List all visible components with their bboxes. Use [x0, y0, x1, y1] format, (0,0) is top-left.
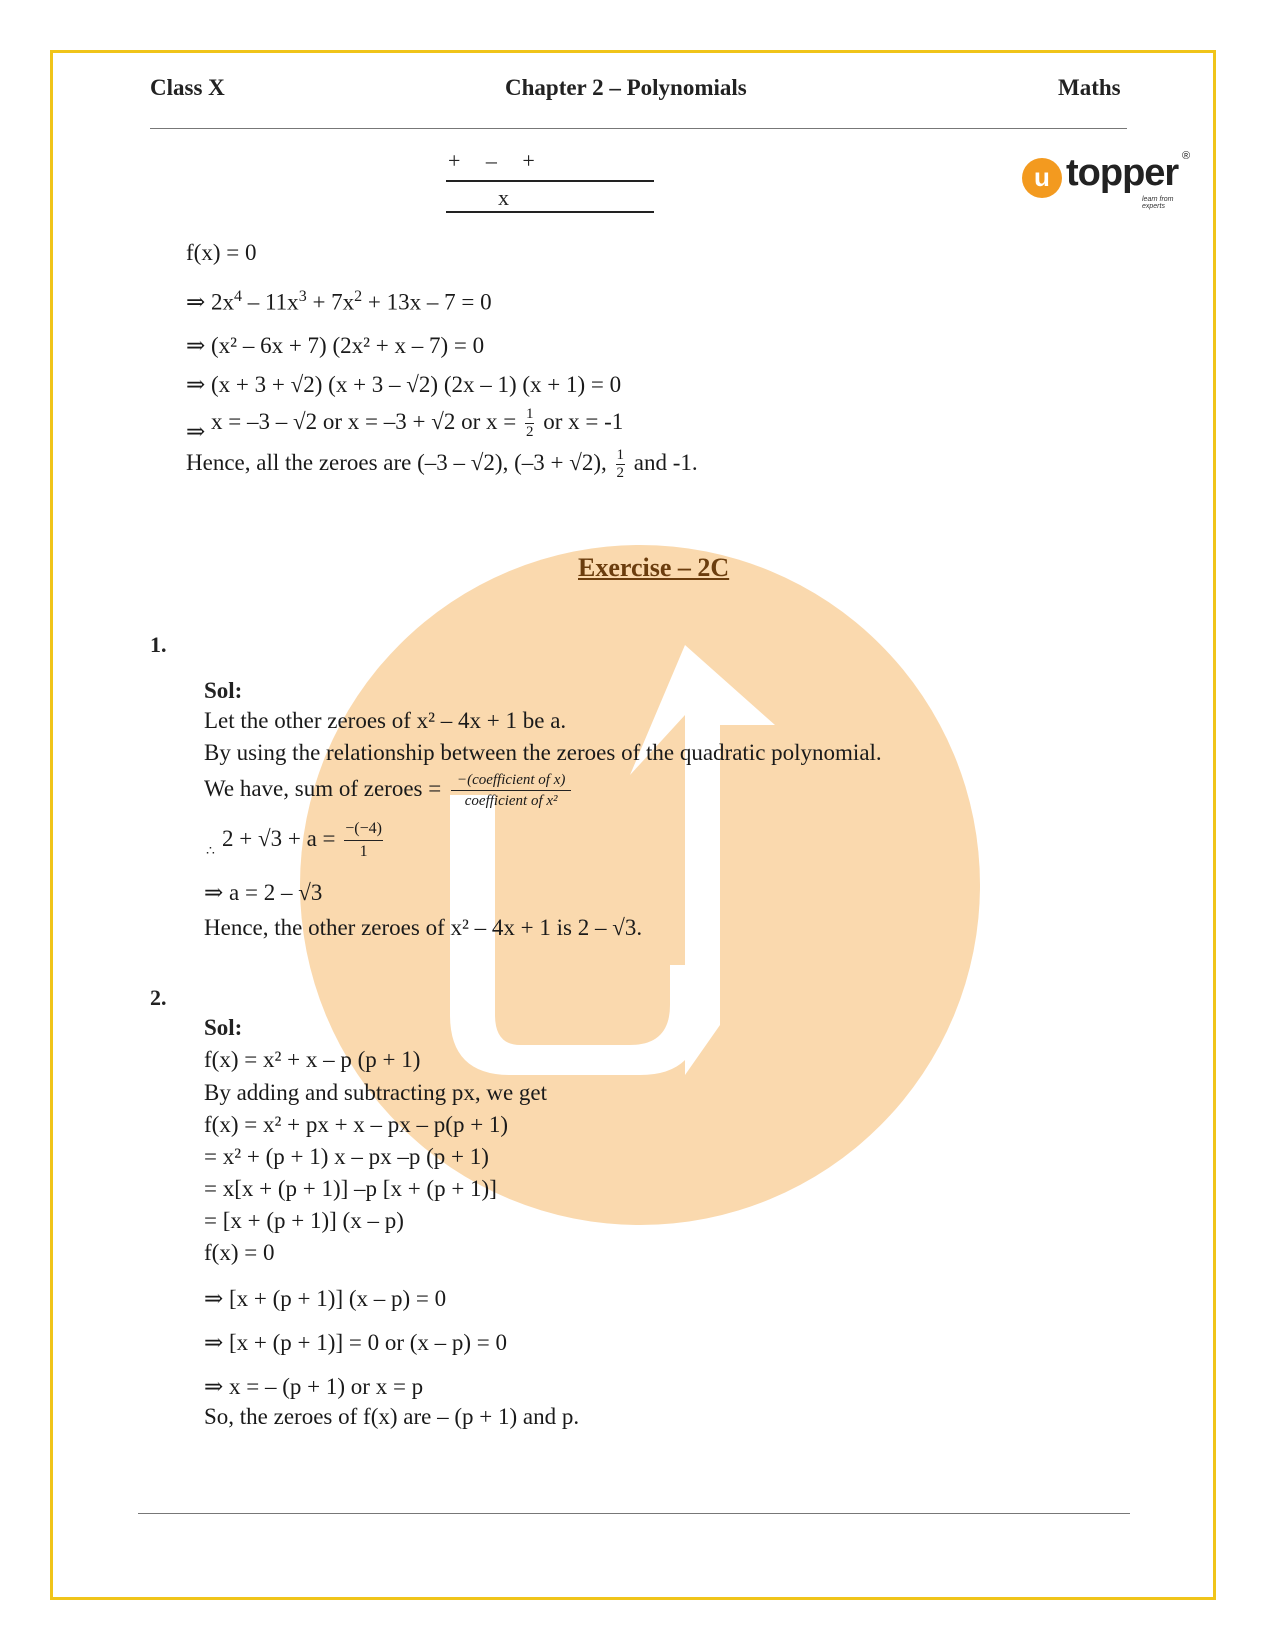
solution-label: Sol:	[204, 1015, 243, 1040]
q1-line-5: ⇒ a = 2 – √3	[204, 880, 323, 905]
header-subject: Maths	[1058, 75, 1121, 100]
q2-line-11: So, the zeroes of f(x) are – (p + 1) and p.	[204, 1404, 580, 1429]
q2-line-7: f(x) = 0	[204, 1240, 275, 1265]
division-rule	[446, 211, 654, 213]
q2-line-10: ⇒ x = – (p + 1) or x = p	[204, 1374, 424, 1399]
q2-line-4: = x² + (p + 1) x – px –p (p + 1)	[204, 1144, 489, 1169]
q1-line-2: By using the relationship between the zeroes of the quadratic polynomial.	[204, 740, 882, 765]
logo-tagline: learn from experts	[1142, 196, 1174, 210]
prev-line-5: ⇒ x = –3 – √2 or x = –3 + √2 or x = $\frac{1}{2}$ or x = -1	[186, 406, 624, 444]
division-rule	[446, 180, 654, 182]
q1-line-3: We have, sum of zeroes = $\frac{\text{−(coefficient of x)}}{\text{coefficient of x²}}$	[204, 770, 571, 811]
division-signs: + – +	[448, 148, 535, 173]
therefore-symbol: ∴	[206, 844, 215, 859]
q2-line-2: By adding and subtracting px, we get	[204, 1080, 548, 1105]
header-chapter: Chapter 2 – Polynomials	[505, 75, 747, 100]
q1-line-6: Hence, the other zeroes of x² – 4x + 1 is 2 – √3.	[204, 915, 643, 940]
q1-line-4: 2 + √3 + a = $\frac{-(-4)}{1}$	[222, 820, 382, 860]
prev-line-3: ⇒ (x² – 6x + 7) (2x² + x – 7) = 0	[186, 333, 485, 358]
header-class: Class X	[150, 75, 225, 100]
question-number: 2.	[150, 985, 167, 1010]
q2-line-3: f(x) = x² + px + x – px – p(p + 1)	[204, 1112, 509, 1137]
exercise-title: Exercise – 2C	[578, 553, 730, 582]
question-number: 1.	[150, 632, 167, 657]
prev-line-2: ⇒ $2x^4 - 11x^3 + 7x^2 + 13x - 7 = 0$	[186, 288, 492, 315]
solution-label: Sol:	[204, 678, 243, 703]
logo-mark-icon: u	[1022, 158, 1062, 198]
brand-logo	[1022, 152, 1192, 208]
q2-line-5: = x[x + (p + 1)] –p [x + (p + 1)]	[204, 1176, 497, 1201]
q2-line-9: ⇒ [x + (p + 1)] = 0 or (x – p) = 0	[204, 1330, 508, 1355]
q2-line-8: ⇒ [x + (p + 1)] (x – p) = 0	[204, 1286, 447, 1311]
prev-hence: Hence, all the zeroes are (–3 – √2), (–3 + √2), $\frac{1}{2}$ and -1.	[186, 447, 698, 481]
prev-line-4: ⇒ (x + 3 + √2) (x + 3 – √2) (2x – 1) (x + 1) = 0	[186, 372, 622, 397]
logo-registered: ®	[1182, 150, 1191, 162]
division-remainder: x	[498, 185, 509, 210]
q2-line-6: = [x + (p + 1)] (x – p)	[204, 1208, 404, 1233]
logo-name: topper	[1066, 152, 1179, 194]
prev-line-1: f(x) = 0	[186, 240, 257, 265]
q2-line-1: f(x) = x² + x – p (p + 1)	[204, 1047, 421, 1072]
q1-line-1: Let the other zeroes of x² – 4x + 1 be a.	[204, 708, 567, 733]
header-divider	[150, 128, 1127, 129]
footer-divider	[138, 1513, 1130, 1514]
